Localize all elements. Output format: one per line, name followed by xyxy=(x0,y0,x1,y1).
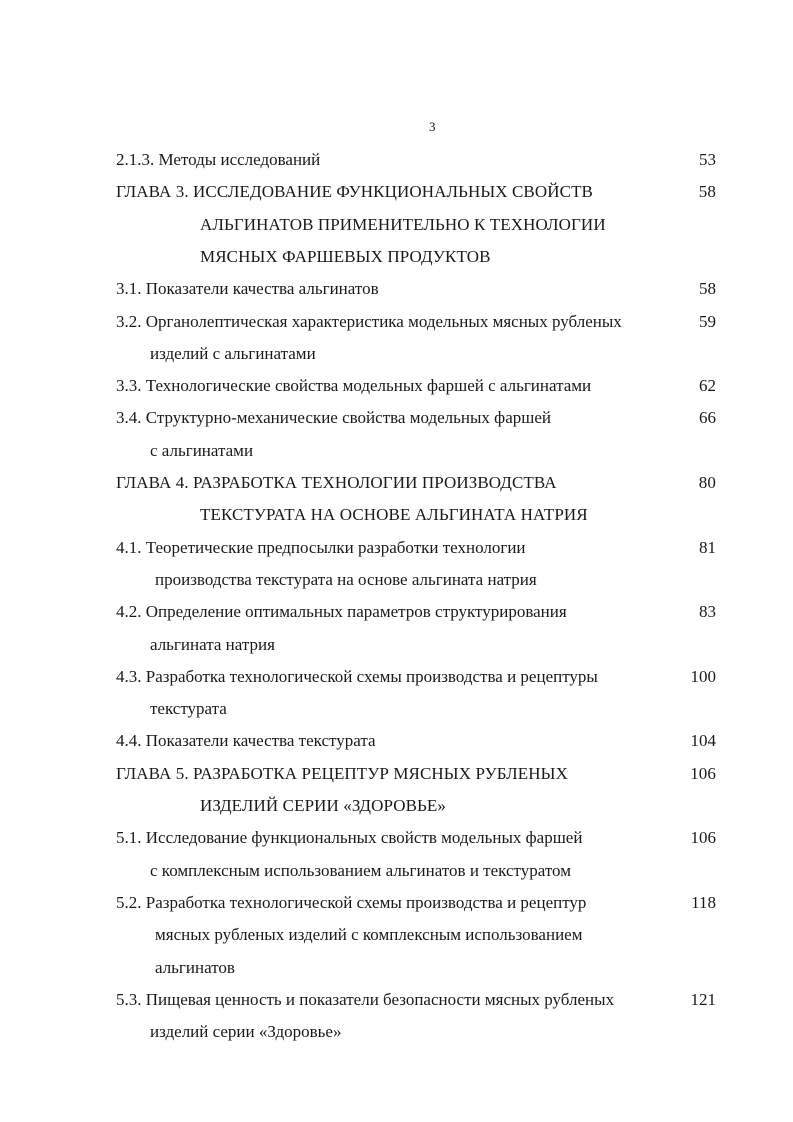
toc-entry-text: 3.3. Технологические свойства модельных фаршей с альгинатами xyxy=(116,376,592,396)
toc-entry-text: 4.3. Разработка технологической схемы производства и рецептуры xyxy=(116,666,598,686)
toc-page-number: 104 xyxy=(690,731,716,751)
toc-entry xyxy=(0,984,793,1016)
toc-entry-text: 4.4. Показатели качества текстурата xyxy=(116,731,376,751)
page-number: 3 xyxy=(429,119,436,134)
toc-entry-continuation xyxy=(0,790,793,822)
toc-entry-text: 3.2. Органолептическая характеристика модельных мясных рубленых xyxy=(116,311,622,331)
toc-entry-text: альгината натрия xyxy=(150,634,275,654)
toc-entry-text: ГЛАВА 3. ИССЛЕДОВАНИЕ ФУНКЦИОНАЛЬНЫХ СВОЙСТВ xyxy=(116,182,593,202)
toc-entry-continuation xyxy=(0,919,793,951)
toc-page-number: 80 xyxy=(698,473,716,492)
toc-page-number: 83 xyxy=(699,602,716,622)
toc-entry xyxy=(0,176,793,208)
toc-entry-text: 3.4. Структурно-механические свойства модельных фаршей xyxy=(116,408,551,428)
toc-entry xyxy=(0,725,793,757)
toc-entry xyxy=(0,402,793,434)
toc-entry-text: 4.2. Определение оптимальных параметров структурирования xyxy=(116,602,567,622)
toc-entry-text: МЯСНЫХ ФАРШЕВЫХ ПРОДУКТОВ xyxy=(200,246,491,266)
toc-entry-text: с альгинатами xyxy=(150,440,254,460)
toc-entry-text: производства текстурата на основе альгината натрия xyxy=(155,569,537,589)
toc-entry-continuation xyxy=(0,629,793,661)
toc-entry xyxy=(0,467,793,499)
toc-entry-text: 5.1. Исследование функциональных свойств модельных фаршей xyxy=(116,828,583,848)
toc-entry-text: ГЛАВА 5. РАЗРАБОТКА РЕЦЕПТУР МЯСНЫХ РУБЛЕНЫХ xyxy=(116,763,568,783)
toc-entry-text: изделий с альгинатами xyxy=(150,343,316,363)
toc-entry-text: текстурата xyxy=(150,699,227,719)
toc-entry-continuation xyxy=(0,1016,793,1048)
toc-entry-continuation xyxy=(0,435,793,467)
toc-page-number: 58 xyxy=(698,182,716,202)
toc-entry-text: ТЕКСТУРАТА НА ОСНОВЕ АЛЬГИНАТА НАТРИЯ xyxy=(200,505,588,525)
toc-entry xyxy=(0,144,793,176)
toc-page-number: 66 xyxy=(699,408,716,428)
toc-entry xyxy=(0,273,793,305)
toc-entry xyxy=(0,661,793,693)
toc-entry-text: 5.3. Пищевая ценность и показатели безопасности мясных рубленых xyxy=(116,989,615,1009)
toc-page-number: 106 xyxy=(690,828,716,848)
toc-entry-text: мясных рубленых изделий с комплексным использованием xyxy=(155,925,583,945)
toc-page-number: 100 xyxy=(690,666,716,686)
toc-entry-continuation xyxy=(0,952,793,984)
toc-entry-text: ИЗДЕЛИЙ СЕРИИ «ЗДОРОВЬЕ» xyxy=(200,796,447,815)
toc-entry-text: 5.2. Разработка технологической схемы производства и рецептур xyxy=(116,892,587,912)
toc-entry-text: АЛЬГИНАТОВ ПРИМЕНИТЕЛЬНО К ТЕХНОЛОГИИ xyxy=(200,214,606,234)
toc-entry xyxy=(0,370,793,402)
toc-entry-continuation xyxy=(0,564,793,596)
toc-entry xyxy=(0,758,793,790)
toc-page-number: 58 xyxy=(699,279,716,299)
toc-entry xyxy=(0,532,793,564)
toc-entry xyxy=(0,596,793,628)
toc-entry xyxy=(0,306,793,338)
toc-entry-continuation xyxy=(0,693,793,725)
toc-entry-text: изделий серии «Здоровье» xyxy=(150,1022,342,1042)
toc-entry-text: альгинатов xyxy=(155,957,235,977)
toc-entry xyxy=(0,887,793,919)
toc-page-number: 118 xyxy=(691,892,716,912)
toc-page-number: 53 xyxy=(699,150,716,169)
toc-entry-continuation xyxy=(0,338,793,370)
toc-entry xyxy=(0,822,793,854)
toc-page-number: 106 xyxy=(690,763,716,783)
toc-page-number: 59 xyxy=(699,311,716,331)
toc-page-number: 81 xyxy=(699,537,716,557)
toc-page-number: 121 xyxy=(690,989,716,1009)
toc-entry-text: 3.1. Показатели качества альгинатов xyxy=(116,279,379,299)
toc-entry-continuation xyxy=(0,241,793,273)
toc-entry-continuation xyxy=(0,499,793,531)
toc-entry-text: 4.1. Теоретические предпосылки разработки технологии xyxy=(116,537,526,557)
toc-entry-text: 2.1.3. Методы исследований xyxy=(116,150,321,169)
toc-entry-continuation xyxy=(0,855,793,887)
toc-entry-text: с комплексным использованием альгинатов и текстуратом xyxy=(150,860,571,880)
toc-entry-text: ГЛАВА 4. РАЗРАБОТКА ТЕХНОЛОГИИ ПРОИЗВОДСТВА xyxy=(116,473,557,492)
toc-entry-continuation xyxy=(0,209,793,241)
toc-page-number: 62 xyxy=(699,376,716,396)
